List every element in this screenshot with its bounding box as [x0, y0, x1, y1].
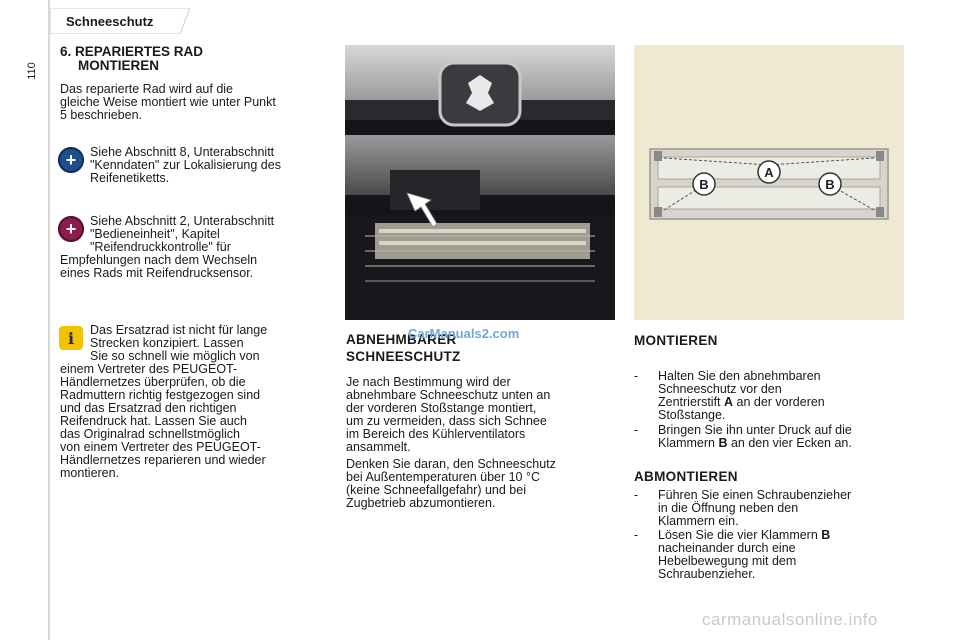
list-dash: - — [634, 528, 639, 542]
text-line: Denken Sie daran, den Schneeschutz — [346, 457, 556, 471]
abnehmbarer-title-2: SCHNEESCHUTZ — [346, 349, 461, 364]
note-ersatzrad-cont — [60, 363, 266, 480]
text-line: (keine Schneefallgefahr) und bei — [346, 483, 526, 497]
text-run: Klammern — [658, 436, 719, 450]
list-item-text — [658, 424, 852, 450]
text-line: gleiche Weise montiert wie unter Punkt — [60, 95, 276, 109]
label-b-right: B — [825, 177, 835, 192]
text-line: einem Vertreter des PEUGEOT- — [60, 362, 238, 376]
text-line: abnehmbare Schneeschutz unten an — [346, 388, 551, 402]
text-line — [658, 437, 852, 450]
text-line: Siehe Abschnitt 2, Unterabschnitt — [90, 214, 275, 228]
text-line: Zugbetrieb abzumontieren. — [346, 496, 496, 510]
list-dash: - — [634, 488, 639, 502]
text-line: um zu vermeiden, dass sich Schnee — [346, 414, 547, 428]
schneeschutz-paragraph-2 — [346, 458, 556, 510]
abmontieren-title: ABMONTIEREN — [634, 469, 738, 484]
unmount-step-1 — [634, 489, 924, 529]
ref-b: B — [718, 436, 728, 450]
text-line: Händlernetzes überprüfen, ob die — [60, 375, 246, 389]
text-line: ansammelt. — [346, 440, 411, 454]
list-dash: - — [634, 423, 639, 437]
text-run: Lösen Sie die vier Klammern — [658, 528, 822, 542]
note-reifendruck — [90, 215, 274, 254]
list-item-text — [658, 529, 830, 581]
text-line: in die Öffnung neben den — [658, 501, 799, 515]
abnehmbarer-title-1: ABNEHMBARER — [346, 332, 457, 347]
ref-b: B — [821, 528, 831, 542]
montieren-title: MONTIEREN — [634, 333, 718, 348]
list-item-text — [658, 489, 851, 528]
text-line: Stoßstange. — [658, 408, 726, 422]
text-line: "Kenndaten" zur Lokalisierung des — [90, 158, 281, 172]
text-line: montieren. — [60, 466, 120, 480]
text-line: der vorderen Stoßstange montiert, — [346, 401, 537, 415]
note-kenndaten — [90, 146, 281, 185]
section-title: Schneeschutz — [66, 14, 154, 29]
plus-icon: + — [58, 216, 84, 242]
text-line: Reifendruck hat. Lassen Sie auch — [60, 414, 247, 428]
note-reifendruck-cont — [60, 254, 257, 280]
intro-paragraph — [60, 83, 276, 122]
text-line: Halten Sie den abnehmbaren — [658, 369, 821, 383]
text-line: im Bereich des Kühlerventilators — [346, 427, 526, 441]
list-item-text — [658, 370, 825, 422]
info-icon: i — [59, 326, 83, 350]
label-b-left: B — [699, 177, 709, 192]
plus-icon: + — [58, 147, 84, 173]
schneeschutz-paragraph-1 — [346, 376, 550, 454]
page-number: 110 — [26, 62, 38, 80]
snow-guard-diagram — [634, 45, 904, 320]
text-line: Reifenetiketts. — [90, 171, 170, 185]
text-line: bei Außentemperaturen über 10 °C — [346, 470, 541, 484]
text-run: an der vorderen — [733, 395, 825, 409]
text-run: an den vier Ecken an. — [727, 436, 852, 450]
text-line: Sie so schnell wie möglich von — [90, 349, 260, 363]
ref-a: A — [724, 395, 734, 409]
text-line: eines Rads mit Reifendrucksensor. — [60, 266, 254, 280]
text-line: das Originalrad schnellstmöglich — [60, 427, 240, 441]
car-front-photo — [345, 45, 615, 320]
mount-step-1 — [634, 370, 914, 424]
mount-step-2 — [634, 424, 924, 452]
text-line: Das reparierte Rad wird auf die — [60, 82, 233, 96]
heading-line2: MONTIEREN — [78, 58, 159, 73]
text-line: Das Ersatzrad ist nicht für lange — [90, 323, 268, 337]
text-line: Radmuttern richtig festgezogen sind — [60, 388, 261, 402]
text-line: Händlernetzes reparieren und wieder — [60, 453, 266, 467]
text-line: Empfehlungen nach dem Wechseln — [60, 253, 258, 267]
label-a: A — [764, 165, 774, 180]
heading-line1: 6. REPARIERTES RAD — [60, 44, 204, 59]
unmount-step-2 — [634, 529, 924, 583]
text-line: und das Ersatzrad den richtigen — [60, 401, 237, 415]
footer-watermark: carmanualsonline.info — [702, 610, 878, 629]
watermark-carmanuals: CarManuals2.com — [408, 326, 520, 341]
text-line: 5 beschrieben. — [60, 108, 143, 122]
text-line: Klammern ein. — [658, 514, 739, 528]
text-run: Zentrierstift — [658, 395, 724, 409]
text-line: nacheinander durch eine — [658, 541, 796, 555]
text-line: Schraubenzieher. — [658, 567, 756, 581]
margin-rule — [48, 0, 50, 640]
text-line: Bringen Sie ihn unter Druck auf die — [658, 423, 852, 437]
text-line: "Reifendruckkontrolle" für — [90, 240, 231, 254]
text-line: Siehe Abschnitt 8, Unterabschnitt — [90, 145, 275, 159]
text-line: Strecken konzipiert. Lassen — [90, 336, 244, 350]
note-ersatzrad — [90, 324, 267, 363]
text-line: Hebelbewegung mit dem — [658, 554, 797, 568]
text-line: Schneeschutz vor den — [658, 382, 782, 396]
text-line: "Bedieneinheit", Kapitel — [90, 227, 220, 241]
text-line: Führen Sie einen Schraubenzieher — [658, 488, 852, 502]
text-line: Je nach Bestimmung wird der — [346, 375, 511, 389]
list-dash: - — [634, 369, 639, 383]
text-line: von einem Vertreter des PEUGEOT- — [60, 440, 261, 454]
